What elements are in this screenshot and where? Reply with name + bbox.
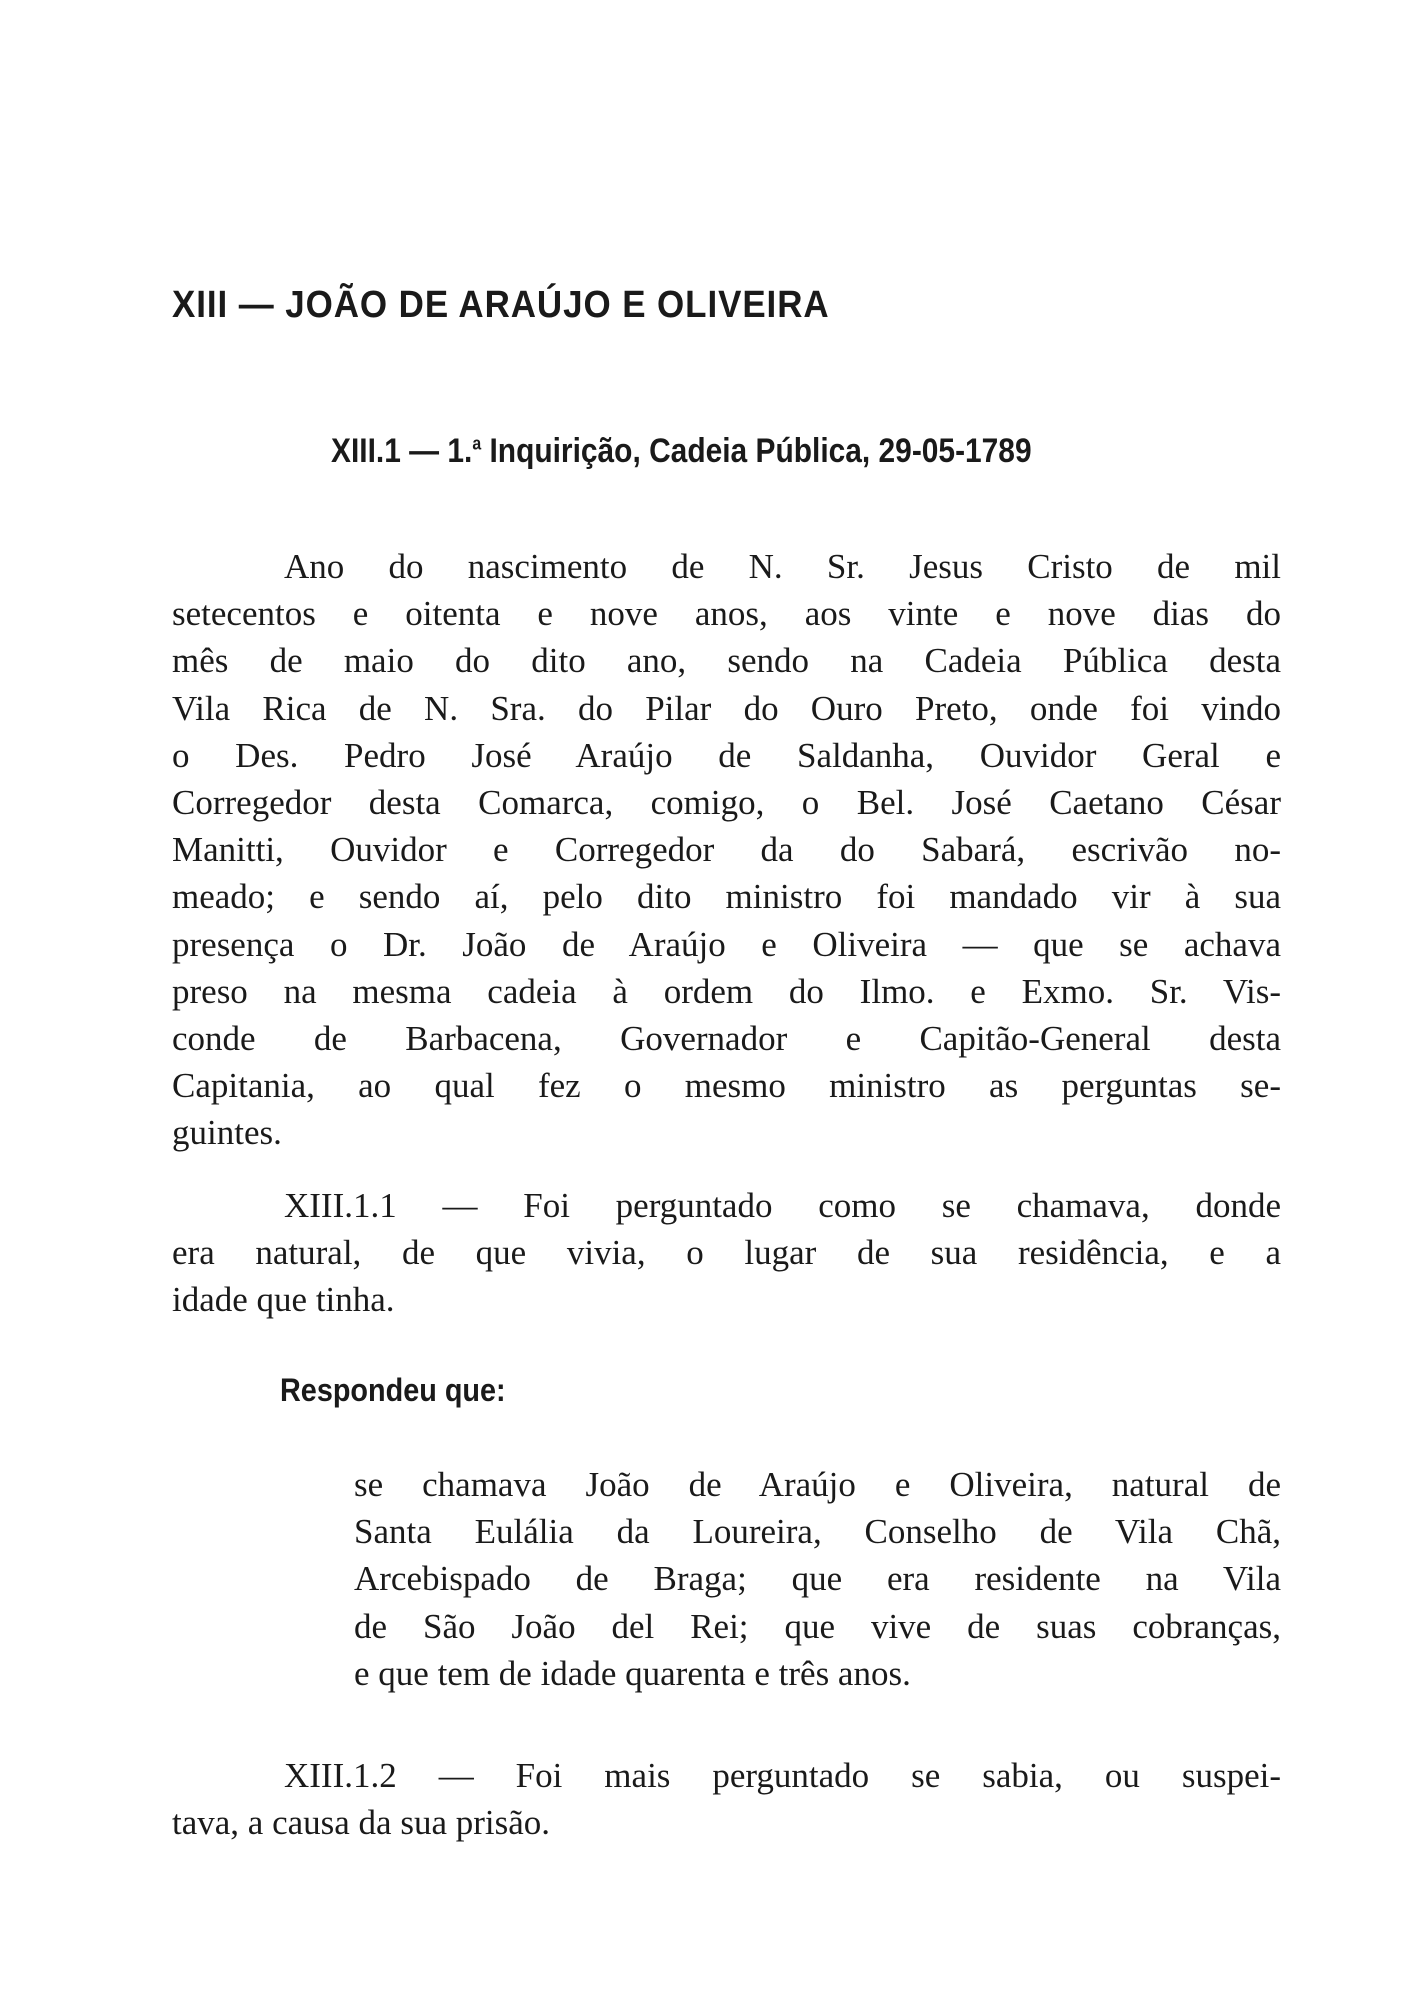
- text-line: Santa Eulália da Loureira, Conselho de Vila Chã,: [354, 1512, 1281, 1552]
- question-2: [172, 1752, 1281, 1846]
- answer-1: [354, 1461, 1281, 1697]
- text-line: tava, a causa da sua prisão.: [172, 1803, 551, 1843]
- section-heading-ordinal: a: [472, 433, 482, 454]
- question-1: [172, 1182, 1281, 1324]
- text-line: XIII.1.1 — Foi perguntado como se chamava, donde: [284, 1186, 1281, 1225]
- text-line: idade que tinha.: [172, 1280, 395, 1320]
- text-line: conde de Barbacena, Governador e Capitão-General desta: [172, 1019, 1281, 1059]
- text-line: Arcebispado de Braga; que era residente na Vila: [354, 1559, 1281, 1599]
- text-line: o Des. Pedro José Araújo de Saldanha, Ouvidor Geral e: [172, 735, 1281, 775]
- text-line: Manitti, Ouvidor e Corregedor da do Sabará, escrivão no-: [172, 830, 1281, 870]
- text-line: Corregedor desta Comarca, comigo, o Bel. José Caetano César: [172, 783, 1281, 823]
- text-line: era natural, de que vivia, o lugar de sua residência, e a: [172, 1233, 1281, 1273]
- section-heading: [331, 432, 1032, 471]
- text-line: se chamava João de Araújo e Oliveira, natural de: [354, 1465, 1281, 1504]
- text-line: e que tem de idade quarenta e três anos.: [354, 1653, 911, 1693]
- text-line: de São João del Rei; que vive de suas cobranças,: [354, 1606, 1281, 1646]
- text-line: mês de maio do dito ano, sendo na Cadeia Pública desta: [172, 641, 1281, 681]
- text-line: presença o Dr. João de Araújo e Oliveira — que se achava: [172, 924, 1281, 964]
- intro-paragraph: [172, 543, 1281, 1157]
- text-line: XIII.1.2 — Foi mais perguntado se sabia, ou suspei-: [284, 1756, 1281, 1795]
- text-line: Ano do nascimento de N. Sr. Jesus Cristo de mil: [284, 547, 1281, 586]
- text-line: preso na mesma cadeia à ordem do Ilmo. e Exmo. Sr. Vis-: [172, 971, 1281, 1011]
- text-line: setecentos e oitenta e nove anos, aos vinte e nove dias do: [172, 594, 1281, 634]
- text-line: Capitania, ao qual fez o mesmo ministro as perguntas se-: [172, 1066, 1281, 1106]
- text-line: Vila Rica de N. Sra. do Pilar do Ouro Preto, onde foi vindo: [172, 688, 1281, 728]
- text-line: meado; e sendo aí, pelo dito ministro foi mandado vir à sua: [172, 877, 1281, 917]
- chapter-title: XIII — JOÃO DE ARAÚJO E OLIVEIRA: [172, 284, 830, 326]
- text-line: guintes.: [172, 1113, 282, 1153]
- section-heading-text: Inquirição, Cadeia Pública, 29-05-1789: [481, 432, 1032, 470]
- response-label: Respondeu que:: [280, 1372, 506, 1408]
- section-heading-prefix: XIII.1 — 1.: [331, 432, 473, 470]
